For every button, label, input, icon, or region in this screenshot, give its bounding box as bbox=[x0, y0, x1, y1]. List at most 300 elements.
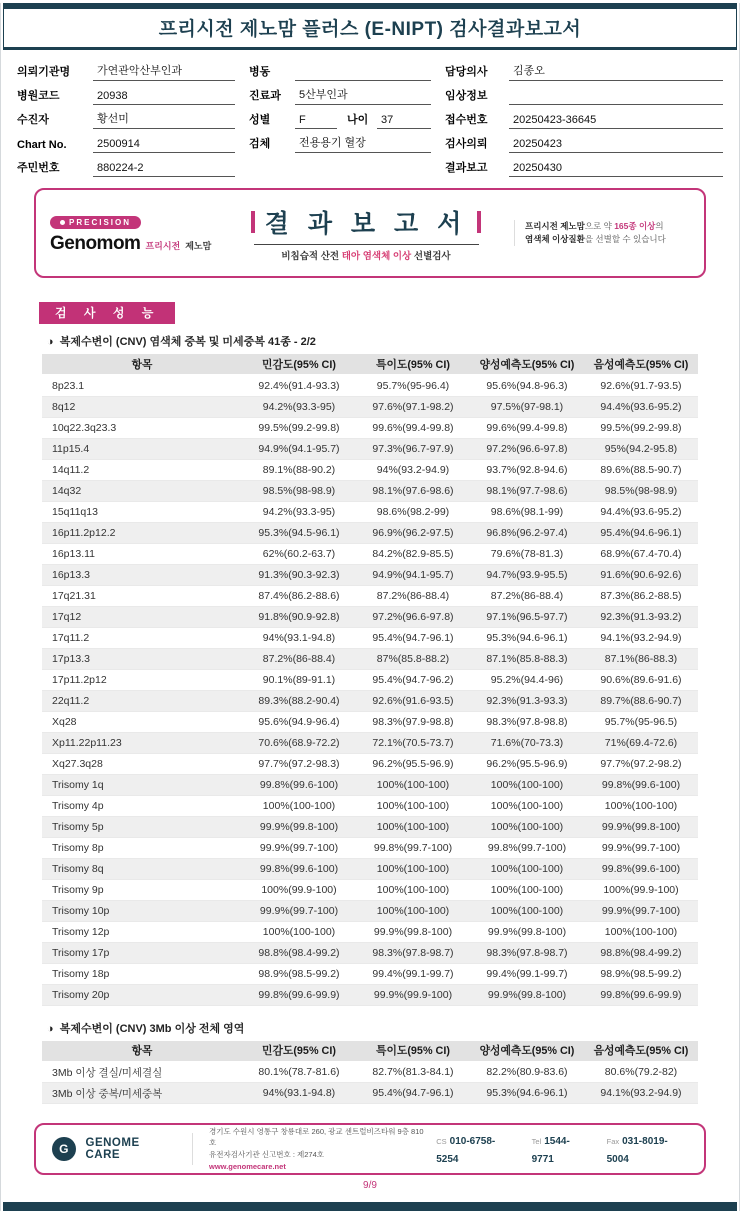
half-circle-icon: ◑ bbox=[47, 336, 54, 348]
cell-specificity: 92.6%(91.6-93.5) bbox=[356, 690, 470, 711]
address-line-1: 경기도 수원시 영통구 창룡대로 260, 광교 센트럴비즈타워 9층 810호 bbox=[208, 1126, 424, 1148]
table-row bbox=[42, 480, 698, 501]
cell-specificity: 100%(100-100) bbox=[356, 900, 470, 921]
table-row bbox=[42, 963, 698, 984]
cell-npv: 95%(94.2-95.8) bbox=[584, 438, 698, 459]
table-row bbox=[42, 984, 698, 1005]
cell-ppv: 93.7%(92.8-94.6) bbox=[470, 459, 584, 480]
result-report-title: 결 과 보 고 서 bbox=[264, 210, 468, 238]
table-row bbox=[42, 879, 698, 900]
column-header: 음성예측도(95% CI) bbox=[584, 354, 698, 375]
cell-ppv: 99.4%(99.1-99.7) bbox=[470, 963, 584, 984]
cell-sensitivity: 89.1%(88-90.2) bbox=[242, 459, 356, 480]
cell-specificity: 87%(85.8-88.2) bbox=[356, 648, 470, 669]
cell-ppv: 94.7%(93.9-95.5) bbox=[470, 564, 584, 585]
cell-specificity: 96.9%(96.2-97.5) bbox=[356, 522, 470, 543]
mb-table-note bbox=[47, 1020, 739, 1036]
cell-specificity: 87.2%(86-88.4) bbox=[356, 585, 470, 606]
cell-ppv: 79.6%(78-81.3) bbox=[470, 543, 584, 564]
cell-specificity: 98.1%(97.6-98.6) bbox=[356, 480, 470, 501]
table-row bbox=[42, 711, 698, 732]
cell-npv: 100%(100-100) bbox=[584, 921, 698, 942]
page-number: 9/9 bbox=[363, 1180, 377, 1191]
info-row-report-date bbox=[445, 153, 723, 177]
info-value: 20938 bbox=[93, 90, 235, 105]
cell-ppv: 100%(100-100) bbox=[470, 816, 584, 837]
cell-ppv: 95.3%(94.6-96.1) bbox=[470, 627, 584, 648]
cell-sensitivity: 80.1%(78.7-81.6) bbox=[242, 1062, 356, 1083]
cell-ppv: 99.8%(99.7-100) bbox=[470, 837, 584, 858]
cell-item: Xq28 bbox=[42, 711, 242, 732]
info-row-clinical-info bbox=[445, 81, 723, 105]
info-label: 병동 bbox=[249, 66, 271, 78]
cell-npv: 95.7%(95-96.5) bbox=[584, 711, 698, 732]
cell-ppv: 100%(100-100) bbox=[470, 879, 584, 900]
info-column-3 bbox=[445, 57, 723, 177]
cell-npv: 92.3%(91.3-93.2) bbox=[584, 606, 698, 627]
column-header: 양성예측도(95% CI) bbox=[470, 1041, 584, 1062]
column-header: 특이도(95% CI) bbox=[356, 1041, 470, 1062]
cell-item: Trisomy 8q bbox=[42, 858, 242, 879]
cell-item: 17p11.2p12 bbox=[42, 669, 242, 690]
table-row bbox=[42, 375, 698, 396]
cell-item: 3Mb 이상 결실/미세결실 bbox=[42, 1062, 242, 1083]
cell-specificity: 95.4%(94.7-96.1) bbox=[356, 627, 470, 648]
info-value: 5산부인과 bbox=[295, 86, 431, 105]
table-row bbox=[42, 753, 698, 774]
address-line-2: 유전자검사기관 신고번호 : 제274호 bbox=[208, 1150, 325, 1159]
info-label: 수진자 bbox=[17, 114, 49, 126]
accent-bar-icon bbox=[251, 211, 255, 233]
cell-npv: 92.6%(91.7-93.5) bbox=[584, 375, 698, 396]
report-center-title bbox=[226, 204, 506, 262]
cell-item: Trisomy 10p bbox=[42, 900, 242, 921]
subtitle-highlight: 태아 염색체 이상 bbox=[341, 251, 412, 262]
cell-npv: 97.7%(97.2-98.2) bbox=[584, 753, 698, 774]
cell-specificity: 100%(100-100) bbox=[356, 795, 470, 816]
cell-npv: 80.6%(79.2-82) bbox=[584, 1062, 698, 1083]
cell-sensitivity: 99.9%(99.7-100) bbox=[242, 837, 356, 858]
info-row-hospital-code bbox=[17, 81, 235, 105]
cell-npv: 94.4%(93.6-95.2) bbox=[584, 501, 698, 522]
cell-ppv: 98.3%(97.8-98.8) bbox=[470, 711, 584, 732]
cell-npv: 89.6%(88.5-90.7) bbox=[584, 459, 698, 480]
genomom-logo-text: Genomom bbox=[50, 232, 141, 254]
cell-ppv: 95.3%(94.6-96.1) bbox=[470, 1083, 584, 1104]
cell-item: 22q11.2 bbox=[42, 690, 242, 711]
cell-item: 15q11q13 bbox=[42, 501, 242, 522]
cell-item: Xp11.22p11.23 bbox=[42, 732, 242, 753]
info-label: 병원코드 bbox=[17, 90, 60, 102]
cell-sensitivity: 97.7%(97.2-98.3) bbox=[242, 753, 356, 774]
contact-tel bbox=[532, 1131, 591, 1167]
cell-ppv: 98.1%(97.7-98.6) bbox=[470, 480, 584, 501]
table-row bbox=[42, 1062, 698, 1083]
info-value: 37 bbox=[377, 114, 431, 129]
cell-ppv: 97.1%(96.5-97.7) bbox=[470, 606, 584, 627]
cell-ppv: 95.2%(94.4-96) bbox=[470, 669, 584, 690]
cell-ppv: 100%(100-100) bbox=[470, 774, 584, 795]
info-label: 성별 bbox=[249, 114, 271, 126]
cell-item: 17p13.3 bbox=[42, 648, 242, 669]
cell-npv: 99.9%(99.7-100) bbox=[584, 837, 698, 858]
cell-sensitivity: 62%(60.2-63.7) bbox=[242, 543, 356, 564]
fax-label: Fax bbox=[606, 1137, 620, 1146]
cell-ppv: 99.9%(99.8-100) bbox=[470, 984, 584, 1005]
table-header-row bbox=[42, 1041, 698, 1062]
cell-specificity: 82.7%(81.3-84.1) bbox=[356, 1062, 470, 1083]
cell-item: 11p15.4 bbox=[42, 438, 242, 459]
cell-specificity: 100%(100-100) bbox=[356, 858, 470, 879]
cell-ppv: 99.9%(99.8-100) bbox=[470, 921, 584, 942]
info-label: 결과보고 bbox=[445, 162, 488, 174]
divider bbox=[254, 244, 479, 245]
genomom-logo-sub-kr2: 제노맘 bbox=[185, 240, 212, 251]
cell-npv: 71%(69.4-72.6) bbox=[584, 732, 698, 753]
fax-number: 031-8019-5004 bbox=[606, 1136, 668, 1165]
tel-label: Tel bbox=[531, 1137, 542, 1146]
column-header: 특이도(95% CI) bbox=[356, 354, 470, 375]
cell-npv: 99.5%(99.2-99.8) bbox=[584, 417, 698, 438]
cell-npv: 87.1%(86-88.3) bbox=[584, 648, 698, 669]
cell-specificity: 99.9%(99.9-100) bbox=[356, 984, 470, 1005]
cell-sensitivity: 90.1%(89-91.1) bbox=[242, 669, 356, 690]
column-header: 민감도(95% CI) bbox=[242, 354, 356, 375]
cell-npv: 99.8%(99.6-100) bbox=[584, 858, 698, 879]
divider bbox=[192, 1133, 193, 1165]
table-row bbox=[42, 606, 698, 627]
result-report-subtitle bbox=[226, 248, 506, 262]
table-row bbox=[42, 564, 698, 585]
cell-npv: 99.8%(99.6-100) bbox=[584, 774, 698, 795]
precision-badge-label: PRECISION bbox=[69, 217, 132, 227]
cell-item: 3Mb 이상 중복/미세중복 bbox=[42, 1083, 242, 1104]
info-value: 20250423-36645 bbox=[509, 114, 723, 129]
cell-sensitivity: 92.4%(91.4-93.3) bbox=[242, 375, 356, 396]
cell-npv: 100%(99.9-100) bbox=[584, 879, 698, 900]
cell-ppv: 97.5%(97-98.1) bbox=[470, 396, 584, 417]
cell-ppv: 99.6%(99.4-99.8) bbox=[470, 417, 584, 438]
cell-npv: 99.9%(99.8-100) bbox=[584, 816, 698, 837]
cell-item: Trisomy 12p bbox=[42, 921, 242, 942]
cell-specificity: 95.7%(95-96.4) bbox=[356, 375, 470, 396]
table-row bbox=[42, 396, 698, 417]
info-value: 880224-2 bbox=[93, 162, 235, 177]
table-row bbox=[42, 669, 698, 690]
company-name: GENOME CARE bbox=[85, 1137, 140, 1161]
side-note-bold: 염색체 이상질환 bbox=[525, 234, 585, 244]
cell-item: Trisomy 20p bbox=[42, 984, 242, 1005]
cell-specificity: 98.3%(97.8-98.7) bbox=[356, 942, 470, 963]
cs-label: CS bbox=[436, 1137, 447, 1146]
cell-sensitivity: 94.9%(94.1-95.7) bbox=[242, 438, 356, 459]
cell-ppv: 82.2%(80.9-83.6) bbox=[470, 1062, 584, 1083]
cell-item: Trisomy 18p bbox=[42, 963, 242, 984]
info-label: 담당의사 bbox=[445, 66, 488, 78]
table-row bbox=[42, 459, 698, 480]
mb-performance-table bbox=[42, 1041, 698, 1105]
cell-specificity: 99.8%(99.7-100) bbox=[356, 837, 470, 858]
cell-sensitivity: 99.8%(99.6-99.9) bbox=[242, 984, 356, 1005]
cell-ppv: 98.6%(98.1-99) bbox=[470, 501, 584, 522]
genomecare-logo-icon: G bbox=[52, 1137, 76, 1161]
accent-bar-icon bbox=[477, 211, 481, 233]
cell-specificity: 98.6%(98.2-99) bbox=[356, 501, 470, 522]
cell-sensitivity: 89.3%(88.2-90.4) bbox=[242, 690, 356, 711]
cell-item: 17q21.31 bbox=[42, 585, 242, 606]
cell-item: Trisomy 4p bbox=[42, 795, 242, 816]
cell-specificity: 94%(93.2-94.9) bbox=[356, 459, 470, 480]
side-note-text: 으로 약 bbox=[584, 221, 615, 232]
info-column-1 bbox=[17, 57, 235, 177]
cell-sensitivity: 91.8%(90.9-92.8) bbox=[242, 606, 356, 627]
side-note-text: 의 bbox=[655, 221, 664, 232]
cell-npv: 94.4%(93.6-95.2) bbox=[584, 396, 698, 417]
cell-ppv: 100%(100-100) bbox=[470, 858, 584, 879]
cell-specificity: 97.3%(96.7-97.9) bbox=[356, 438, 470, 459]
table-row bbox=[42, 522, 698, 543]
cell-ppv: 71.6%(70-73.3) bbox=[470, 732, 584, 753]
table-row bbox=[42, 858, 698, 879]
result-report-header-box bbox=[34, 188, 706, 278]
table-row bbox=[42, 627, 698, 648]
cell-item: Trisomy 8p bbox=[42, 837, 242, 858]
header-side-note bbox=[514, 220, 690, 246]
tel-number: 1544-9771 bbox=[531, 1136, 570, 1165]
info-value: F bbox=[295, 114, 337, 129]
report-title-block bbox=[3, 3, 737, 50]
info-row-org bbox=[17, 57, 235, 81]
cell-item: 16p13.3 bbox=[42, 564, 242, 585]
table-row bbox=[42, 795, 698, 816]
cell-ppv: 96.2%(95.5-96.9) bbox=[470, 753, 584, 774]
cell-sensitivity: 99.8%(99.6-100) bbox=[242, 774, 356, 795]
cell-sensitivity: 94%(93.1-94.8) bbox=[242, 627, 356, 648]
cell-item: 17q11.2 bbox=[42, 627, 242, 648]
cell-specificity: 95.4%(94.7-96.2) bbox=[356, 669, 470, 690]
info-row-department bbox=[249, 81, 431, 105]
section-title-performance: 검 사 성 능 bbox=[39, 302, 175, 324]
dot-icon bbox=[60, 220, 65, 225]
cell-npv: 94.1%(93.2-94.9) bbox=[584, 1083, 698, 1104]
info-value: 가연관악산부인과 bbox=[93, 62, 235, 81]
cell-ppv: 98.3%(97.8-98.7) bbox=[470, 942, 584, 963]
cell-ppv: 87.1%(85.8-88.3) bbox=[470, 648, 584, 669]
info-label: 주민번호 bbox=[17, 162, 60, 174]
cell-npv: 98.9%(98.5-99.2) bbox=[584, 963, 698, 984]
genomom-brand-block bbox=[50, 212, 218, 255]
cell-sensitivity: 99.9%(99.8-100) bbox=[242, 816, 356, 837]
info-label: 의뢰기관명 bbox=[17, 66, 71, 78]
cell-npv: 90.6%(89.6-91.6) bbox=[584, 669, 698, 690]
cnv-performance-table bbox=[42, 354, 698, 1006]
info-value bbox=[295, 66, 431, 81]
table-row bbox=[42, 774, 698, 795]
cell-sensitivity: 99.9%(99.7-100) bbox=[242, 900, 356, 921]
cnv-table-note bbox=[47, 333, 739, 349]
info-label: 검사의뢰 bbox=[445, 138, 488, 150]
bottom-accent-bar bbox=[3, 1202, 737, 1211]
table-row bbox=[42, 417, 698, 438]
info-value: 20250430 bbox=[509, 162, 723, 177]
cell-npv: 87.3%(86.2-88.5) bbox=[584, 585, 698, 606]
table-row bbox=[42, 648, 698, 669]
info-label: Chart No. bbox=[17, 139, 67, 151]
info-label: 검체 bbox=[249, 138, 271, 150]
column-header: 양성예측도(95% CI) bbox=[470, 354, 584, 375]
cs-number: 010-6758-5254 bbox=[436, 1136, 496, 1165]
cell-npv: 91.6%(90.6-92.6) bbox=[584, 564, 698, 585]
cell-ppv: 100%(100-100) bbox=[470, 900, 584, 921]
subtitle-text: 비침습적 산전 bbox=[281, 251, 342, 262]
cell-item: 16p13.11 bbox=[42, 543, 242, 564]
cell-sensitivity: 94.2%(93.3-95) bbox=[242, 396, 356, 417]
cell-item: 8q12 bbox=[42, 396, 242, 417]
cell-item: 17q12 bbox=[42, 606, 242, 627]
cell-specificity: 97.2%(96.6-97.8) bbox=[356, 606, 470, 627]
cell-ppv: 95.6%(94.8-96.3) bbox=[470, 375, 584, 396]
cell-specificity: 100%(100-100) bbox=[356, 879, 470, 900]
column-header: 음성예측도(95% CI) bbox=[584, 1041, 698, 1062]
cell-item: Trisomy 17p bbox=[42, 942, 242, 963]
cell-specificity: 100%(100-100) bbox=[356, 816, 470, 837]
table-row bbox=[42, 942, 698, 963]
info-value: 황선미 bbox=[93, 110, 235, 129]
cnv-table-note-text: 복제수변이 (CNV) 염색체 중복 및 미세중복 41종 - 2/2 bbox=[59, 336, 316, 348]
info-value: 2500914 bbox=[93, 138, 235, 153]
cell-specificity: 99.6%(99.4-99.8) bbox=[356, 417, 470, 438]
table-row bbox=[42, 585, 698, 606]
info-row-chart-no bbox=[17, 129, 235, 153]
cell-sensitivity: 91.3%(90.3-92.3) bbox=[242, 564, 356, 585]
cell-sensitivity: 70.6%(68.9-72.2) bbox=[242, 732, 356, 753]
info-value bbox=[509, 90, 723, 105]
cell-item: 16p11.2p12.2 bbox=[42, 522, 242, 543]
info-row-request-date bbox=[445, 129, 723, 153]
cell-npv: 98.8%(98.4-99.2) bbox=[584, 942, 698, 963]
cell-specificity: 98.3%(97.9-98.8) bbox=[356, 711, 470, 732]
contact-info bbox=[436, 1131, 688, 1167]
cell-sensitivity: 99.8%(99.6-100) bbox=[242, 858, 356, 879]
info-row-specimen bbox=[249, 129, 431, 153]
genomom-logo bbox=[50, 233, 218, 255]
cell-ppv: 92.3%(91.3-93.3) bbox=[470, 690, 584, 711]
info-label: 임상정보 bbox=[445, 90, 488, 102]
company-website-link[interactable]: www.genomecare.net bbox=[208, 1161, 286, 1171]
info-row-ward bbox=[249, 57, 431, 81]
cell-item: 8p23.1 bbox=[42, 375, 242, 396]
cell-specificity: 100%(100-100) bbox=[356, 774, 470, 795]
contact-cs bbox=[436, 1131, 515, 1167]
table-header-row bbox=[42, 354, 698, 375]
cell-sensitivity: 95.3%(94.5-96.1) bbox=[242, 522, 356, 543]
info-label: 나이 bbox=[347, 114, 369, 126]
cell-ppv: 100%(100-100) bbox=[470, 795, 584, 816]
info-value: 20250423 bbox=[509, 138, 723, 153]
cell-specificity: 84.2%(82.9-85.5) bbox=[356, 543, 470, 564]
cell-npv: 89.7%(88.6-90.7) bbox=[584, 690, 698, 711]
subtitle-text: 선별검사 bbox=[411, 251, 451, 262]
cell-sensitivity: 94.2%(93.3-95) bbox=[242, 501, 356, 522]
table-row bbox=[42, 816, 698, 837]
cell-sensitivity: 99.5%(99.2-99.8) bbox=[242, 417, 356, 438]
side-note-text: 을 선별할 수 있습니다 bbox=[584, 234, 666, 244]
cell-npv: 95.4%(94.6-96.1) bbox=[584, 522, 698, 543]
page-title: 프리시전 제노맘 플러스 (E-NIPT) 검사결과보고서 bbox=[158, 19, 582, 40]
table-row bbox=[42, 900, 698, 921]
cell-sensitivity: 87.2%(86-88.4) bbox=[242, 648, 356, 669]
info-value: 전용용기 혈장 bbox=[295, 134, 431, 153]
cell-item: Xq27.3q28 bbox=[42, 753, 242, 774]
cell-sensitivity: 100%(100-100) bbox=[242, 795, 356, 816]
cell-sensitivity: 87.4%(86.2-88.6) bbox=[242, 585, 356, 606]
side-note-highlight: 165종 이상 bbox=[614, 221, 656, 232]
cell-item: Trisomy 1q bbox=[42, 774, 242, 795]
contact-fax bbox=[607, 1131, 688, 1167]
cell-sensitivity: 94%(93.1-94.8) bbox=[242, 1083, 356, 1104]
table-row bbox=[42, 501, 698, 522]
cell-npv: 100%(100-100) bbox=[584, 795, 698, 816]
info-row-doctor bbox=[445, 57, 723, 81]
cell-npv: 68.9%(67.4-70.4) bbox=[584, 543, 698, 564]
info-value: 김종오 bbox=[509, 62, 723, 81]
cell-npv: 99.8%(99.6-99.9) bbox=[584, 984, 698, 1005]
table-row bbox=[42, 921, 698, 942]
company-footer-box bbox=[34, 1123, 706, 1175]
cell-specificity: 99.9%(99.8-100) bbox=[356, 921, 470, 942]
company-address-block bbox=[209, 1126, 426, 1173]
table-row bbox=[42, 438, 698, 459]
cell-item: Trisomy 5p bbox=[42, 816, 242, 837]
cell-item: 14q11.2 bbox=[42, 459, 242, 480]
cell-npv: 98.5%(98-98.9) bbox=[584, 480, 698, 501]
cell-specificity: 96.2%(95.5-96.9) bbox=[356, 753, 470, 774]
cell-npv: 99.9%(99.7-100) bbox=[584, 900, 698, 921]
cell-sensitivity: 98.9%(98.5-99.2) bbox=[242, 963, 356, 984]
cell-specificity: 99.4%(99.1-99.7) bbox=[356, 963, 470, 984]
cell-specificity: 72.1%(70.5-73.7) bbox=[356, 732, 470, 753]
cell-sensitivity: 100%(100-100) bbox=[242, 921, 356, 942]
cell-ppv: 96.8%(96.2-97.4) bbox=[470, 522, 584, 543]
genomom-logo-sub-kr1: 프리시전 bbox=[145, 240, 181, 251]
cell-item: Trisomy 9p bbox=[42, 879, 242, 900]
table-row bbox=[42, 837, 698, 858]
info-row-patient bbox=[17, 105, 235, 129]
cell-ppv: 87.2%(86-88.4) bbox=[470, 585, 584, 606]
table-row bbox=[42, 732, 698, 753]
cell-item: 10q22.3q23.3 bbox=[42, 417, 242, 438]
cell-sensitivity: 98.8%(98.4-99.2) bbox=[242, 942, 356, 963]
info-label: 접수번호 bbox=[445, 114, 488, 126]
mb-table-note-text: 복제수변이 (CNV) 3Mb 이상 전체 영역 bbox=[59, 1022, 245, 1035]
cell-ppv: 97.2%(96.6-97.8) bbox=[470, 438, 584, 459]
info-row-sex-age bbox=[249, 105, 431, 129]
cell-sensitivity: 100%(99.9-100) bbox=[242, 879, 356, 900]
table-row bbox=[42, 690, 698, 711]
cell-specificity: 97.6%(97.1-98.2) bbox=[356, 396, 470, 417]
cell-sensitivity: 98.5%(98-98.9) bbox=[242, 480, 356, 501]
cell-specificity: 95.4%(94.7-96.1) bbox=[356, 1083, 470, 1104]
column-header: 민감도(95% CI) bbox=[242, 1041, 356, 1062]
info-column-2 bbox=[249, 57, 431, 177]
info-label: 진료과 bbox=[249, 90, 281, 102]
column-header: 항목 bbox=[42, 354, 242, 375]
table-row bbox=[42, 1083, 698, 1104]
cell-specificity: 94.9%(94.1-95.7) bbox=[356, 564, 470, 585]
table-row bbox=[42, 543, 698, 564]
half-circle-icon: ◑ bbox=[47, 1022, 54, 1035]
cell-sensitivity: 95.6%(94.9-96.4) bbox=[242, 711, 356, 732]
